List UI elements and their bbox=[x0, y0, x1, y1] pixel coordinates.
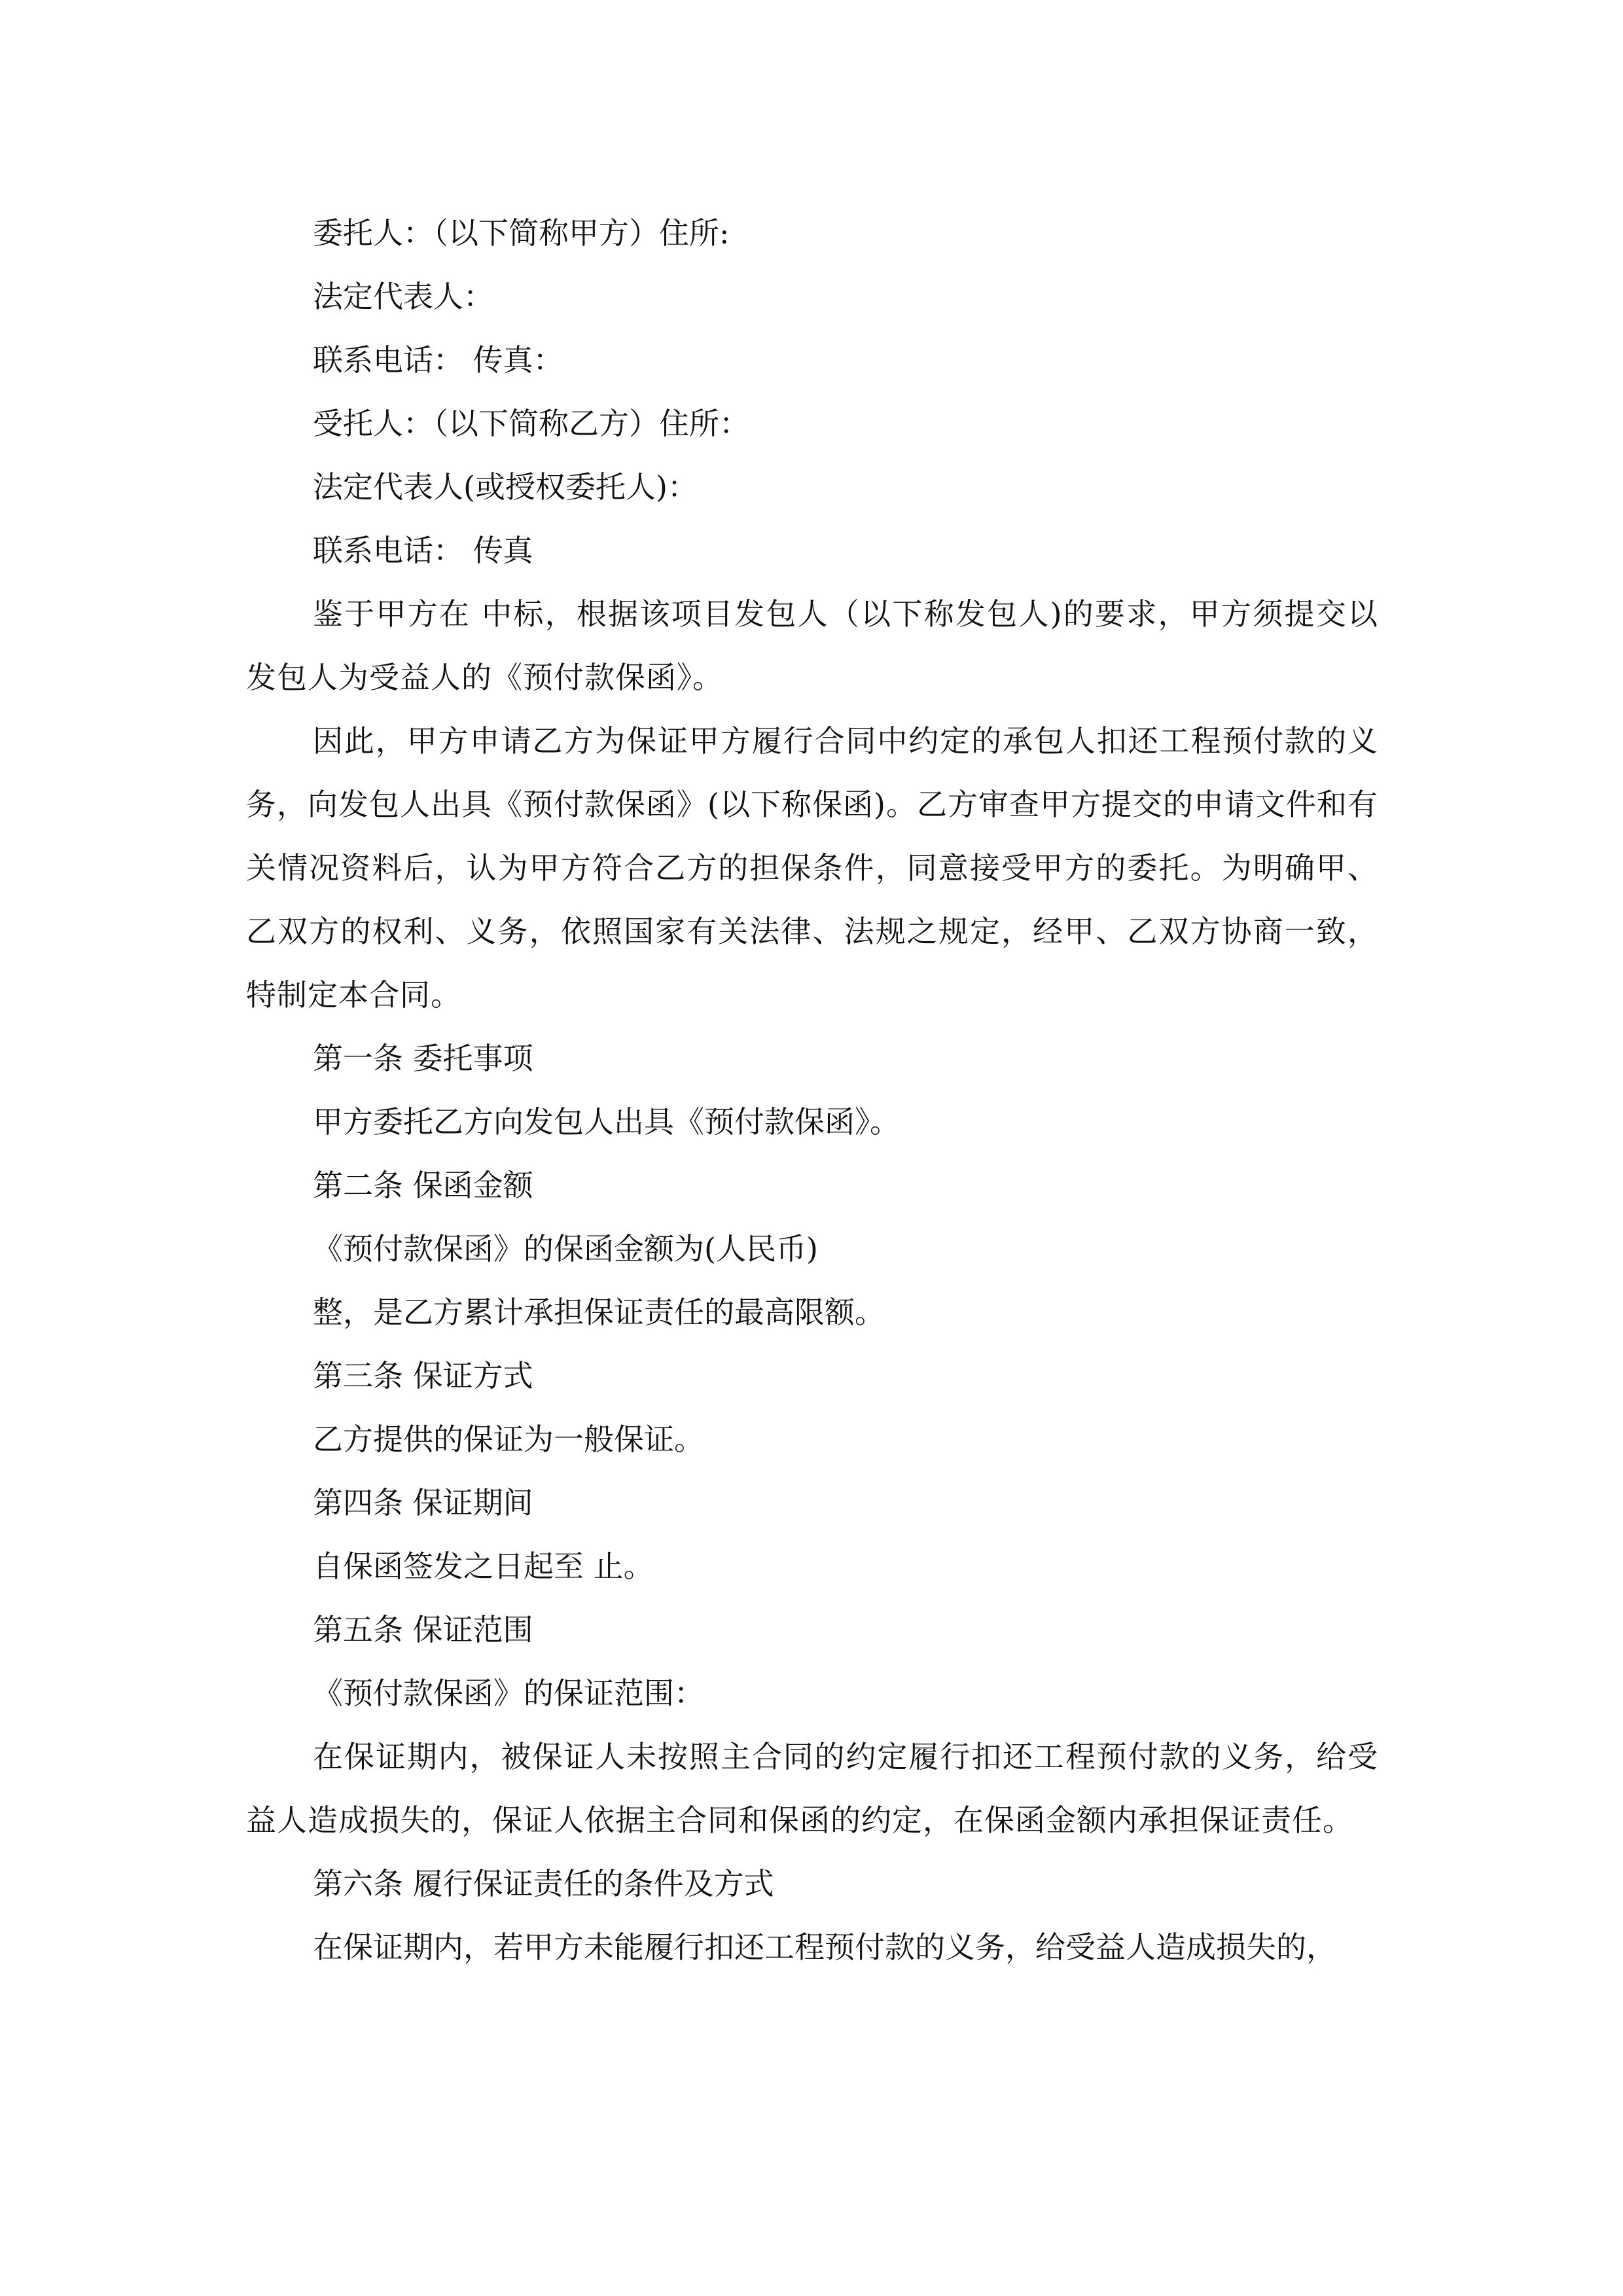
principal-contact-line: 联系电话： 传真： bbox=[313, 342, 563, 378]
article-1-body: 甲方委托乙方向发包人出具《预付款保函》。 bbox=[313, 1104, 900, 1139]
whereas-paragraph: 鉴于甲方在 中标，根据该项目发包人（以下称发包人)的要求，甲方须提交以发包人为受益人的《预付款保函》。 bbox=[246, 596, 1378, 695]
article-4-heading: 第四条 保证期间 bbox=[313, 1485, 533, 1520]
article-3-body: 乙方提供的保证为一般保证。 bbox=[313, 1422, 704, 1457]
contract-body bbox=[246, 202, 1378, 1979]
article-5-body: 《预付款保函》的保证范围： bbox=[313, 1676, 704, 1711]
article-6-body: 在保证期内，若甲方未能履行扣还工程预付款的义务，给受益人造成损失的， bbox=[313, 1929, 1336, 1965]
principal-legal-rep-line: 法定代表人： bbox=[313, 279, 493, 314]
article-4-body: 自保函签发之日起至 止。 bbox=[313, 1549, 654, 1584]
scope-paragraph: 在保证期内，被保证人未按照主合同的约定履行扣还工程预付款的义务，给受益人造成损失的，保证人依据主合同和保函的约定，在保函金额内承担保证责任。 bbox=[246, 1739, 1378, 1838]
trustee-line: 受托人：（以下简称乙方）住所： bbox=[313, 406, 749, 441]
therefore-paragraph: 因此，甲方申请乙方为保证甲方履行合同中约定的承包人扣还工程预付款的义务，向发包人出具《预付款保函》(以下称保函)。乙方审查甲方提交的申请文件和有关情况资料后，认为甲方符合乙方的担保条件，同意接受甲方的委托。为明确甲、乙双方的权利、义务，依照国家有关法律、法规之规定，经甲、乙双方协商一致，特制定本合同。 bbox=[246, 723, 1378, 1013]
article-2-body-1: 《预付款保函》的保函金额为(人民币) bbox=[313, 1231, 818, 1266]
article-2-body-2: 整，是乙方累计承担保证责任的最高限额。 bbox=[313, 1295, 885, 1330]
article-1-heading: 第一条 委托事项 bbox=[313, 1041, 533, 1076]
article-2-heading: 第二条 保函金额 bbox=[313, 1168, 533, 1203]
article-3-heading: 第三条 保证方式 bbox=[313, 1358, 533, 1393]
trustee-legal-rep-line: 法定代表人(或授权委托人)： bbox=[313, 469, 698, 505]
principal-line: 委托人：（以下简称甲方）住所: bbox=[313, 215, 730, 251]
article-5-heading: 第五条 保证范围 bbox=[313, 1612, 533, 1647]
trustee-contact-line: 联系电话： 传真 bbox=[313, 533, 533, 568]
article-6-heading: 第六条 履行保证责任的条件及方式 bbox=[313, 1866, 774, 1901]
